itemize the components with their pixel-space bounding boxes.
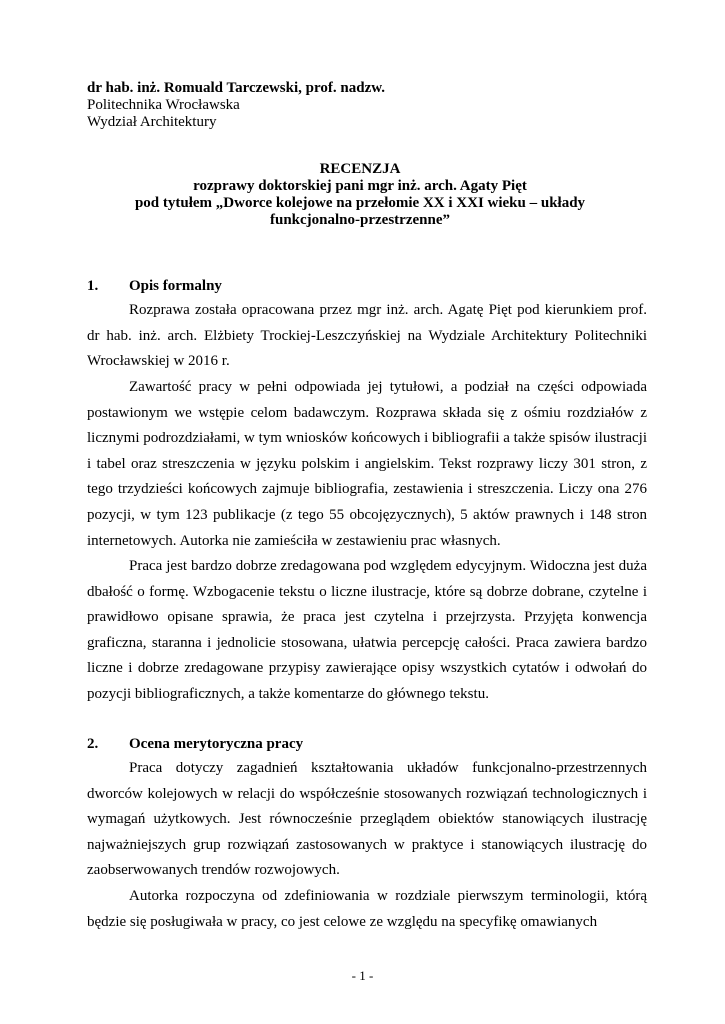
section-2-paragraph: Praca dotyczy zagadnień kształtowania układów funkcjonalno-przestrzennych dworców kolejowych w relacji do współcześnie stosowanych rozwiązań technologicznych i wymagań użytkowych. Jest równocześnie przeglądem obiektów stanowiących ilustrację najważniejszych grup rozwiązań zastosowanych w praktyce i stanowiących ilustrację do zaobserwowanych trendów rozwojowych. [87,760,647,879]
page-number: - 1 - [351,968,374,983]
section-2-heading [87,735,303,753]
author-block [87,80,647,131]
review-title-line-4: funkcjonalno-przestrzenne” [270,212,450,228]
section-1-number: 1. [87,278,99,294]
review-title [60,161,660,229]
section-1-paragraph: Zawartość pracy w pełni odpowiada jej tytułowi, a podział na części odpowiada postawionym we wstępie celom badawczym. Rozprawa składa się z ośmiu rozdziałów z licznymi podrozdziałami, w tym wniosków końcowych i bibliografii a także spisów ilustracji i tabel oraz streszczenia w języku polskim i angielskim. Tekst rozprawy liczy 301 stron, z tego trzydzieści końcowych zajmuje bibliografia, zestawienia i streszczenia. Liczy ona 276 pozycji, w tym 123 publikacje (z tego 55 obcojęzycznych), 5 aktów prawnych i 148 stron internetowych. Autorka nie zamieściła w zestawieniu prac własnych. [87,379,647,549]
section-1-title: Opis formalny [129,278,222,294]
review-title-line-3: pod tytułem „Dworce kolejowe na przełomie XX i XXI wieku – układy [134,195,586,211]
author-faculty: Wydział Architektury [87,114,217,130]
author-institution: Politechnika Wrocławska [87,97,240,113]
section-1-paragraph: Praca jest bardzo dobrze zredagowana pod względem edycyjnym. Widoczna jest duża dbałość o formę. Wzbogacenie tekstu o liczne ilustracje, które są dobrze dobrane, czytelne i prawidłowo opisane sprawia, że praca jest czytelna i przejrzysta. Przyjęta konwencja graficzna, staranna i jednolicie stosowana, ułatwia percepcję całości. Praca zawiera bardzo liczne i dobrze zredagowane przypisy zawierające opisy wszystkich cytatów i odwołań do pozycji bibliograficznych, a także komentarze do głównego tekstu. [87,558,647,702]
section-1-heading [87,277,222,295]
section-2-title: Ocena merytoryczna pracy [129,736,304,752]
author-name: dr hab. inż. Romuald Tarczewski, prof. nadzw. [87,80,385,96]
review-title-line-2: rozprawy doktorskiej pani mgr inż. arch. Agaty Pięt [193,178,527,194]
review-title-line-1: RECENZJA [319,161,401,177]
section-2-paragraph: Autorka rozpoczyna od zdefiniowania w rozdziale pierwszym terminologii, którą będzie się posługiwała w pracy, co jest celowe ze względu na specyfikę omawianych [87,888,647,930]
section-1-paragraph: Rozprawa została opracowana przez mgr inż. arch. Agatę Pięt pod kierunkiem prof. dr hab. inż. arch. Elżbiety Trockiej-Leszczyńskiej na Wydziale Architektury Politechniki Wrocławskiej w 2016 r. [87,302,647,370]
section-2-number: 2. [87,736,99,752]
